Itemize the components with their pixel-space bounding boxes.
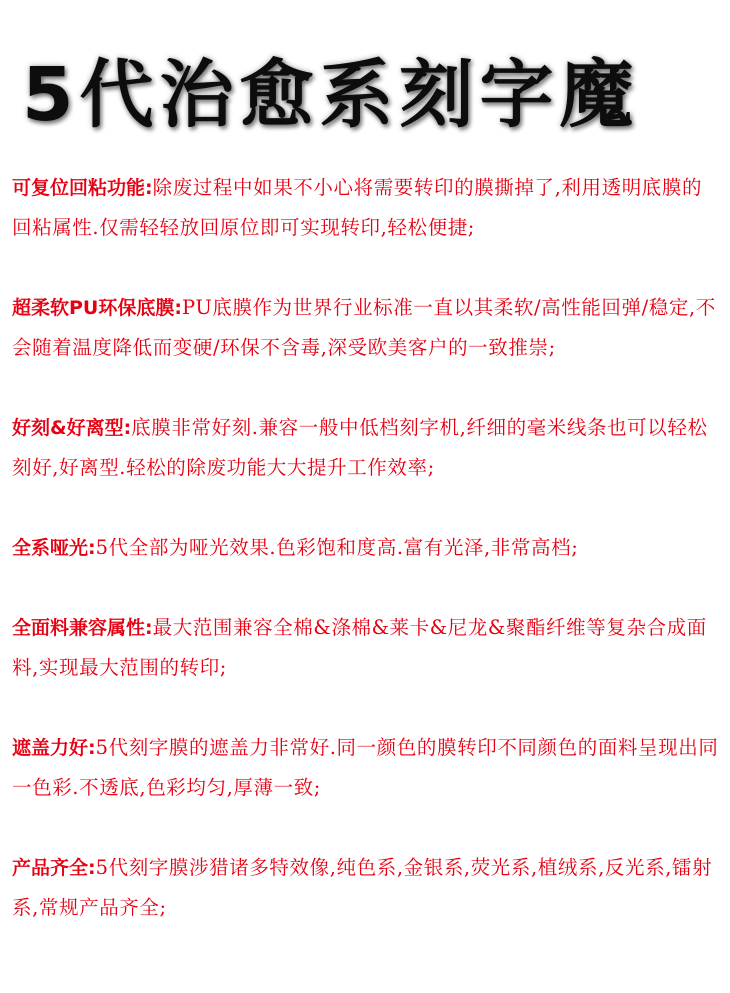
feature-description: 除废过程中如果不小心将需要转印的膜撕掉了,利用透明底膜的回粘属性.仅需轻轻放回原位即可实现转印,轻松便捷; [12, 176, 703, 239]
feature-pu-film [12, 288, 720, 368]
feature-opacity [12, 728, 720, 808]
feature-title: 产品齐全: [12, 857, 96, 879]
page-title: 5代治愈系刻字魔 [22, 52, 640, 138]
feature-description: 5代刻字膜涉猎诸多特效像,纯色系,金银系,荧光系,植绒系,反光系,镭射系,常规产品齐全; [12, 856, 713, 919]
feature-title: 好刻&好离型: [12, 417, 132, 439]
feature-list [12, 168, 720, 928]
feature-title: 全面料兼容属性: [12, 617, 153, 639]
feature-description: PU底膜作为世界行业标准一直以其柔软/高性能回弹/稳定,不会随着温度降低而变硬/环保不含毒,深受欧美客户的一致推崇; [12, 296, 716, 359]
feature-matte [12, 528, 720, 568]
feature-title: 可复位回粘功能: [12, 177, 153, 199]
feature-description: 5代刻字膜的遮盖力非常好.同一颜色的膜转印不同颜色的面料呈现出同一色彩.不透底,色彩均匀,厚薄一致; [12, 736, 719, 799]
feature-reposition [12, 168, 720, 248]
feature-cut-weed [12, 408, 720, 488]
feature-description: 5代全部为哑光效果.色彩饱和度高.富有光泽,非常高档; [95, 536, 579, 559]
feature-fabric-compat [12, 608, 720, 688]
feature-product-range [12, 848, 720, 928]
feature-description: 底膜非常好刻.兼容一般中低档刻字机,纤细的毫米线条也可以轻松刻好,好离型.轻松的除废功能大大提升工作效率; [12, 416, 708, 479]
feature-description: 最大范围兼容全棉&涤棉&莱卡&尼龙&聚酯纤维等复杂合成面料,实现最大范围的转印; [12, 616, 707, 679]
feature-title: 超柔软PU环保底膜: [12, 297, 182, 319]
feature-title: 遮盖力好: [12, 737, 96, 759]
feature-title: 全系哑光: [12, 537, 96, 559]
